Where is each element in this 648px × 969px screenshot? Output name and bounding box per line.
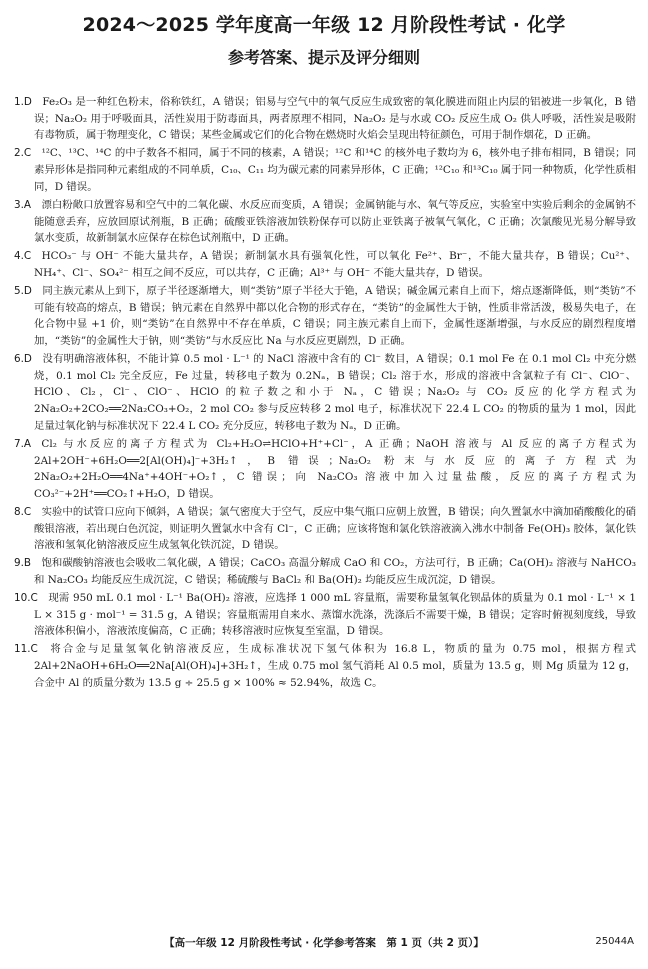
answer-list — [14, 94, 636, 693]
answer-item — [14, 436, 636, 503]
answer-explanation: 饱和碳酸钠溶液也会吸收二氧化碳，A 错误；CaCO₃ 高温分解成 CaO 和 CO₂，方法可行，B 正确；Ca(OH)₂ 溶液与 NaHCO₃ 和 Na₂CO₃ 均能反应生成沉淀，C 错误；稀硫酸与 BaCl₂ 和 Ba(OH)₂ 均能反应生成沉淀，D 错误。 — [34, 557, 636, 587]
answer-choice: D — [23, 284, 32, 297]
answer-number: 3. — [14, 198, 24, 211]
answer-number: 4. — [14, 250, 24, 263]
answer-number: 7. — [14, 437, 24, 450]
page-footer: 【高一年级 12 月阶段性考试 · 化学参考答案 第 1 页（共 2 页）】 — [164, 937, 484, 949]
answer-number: 6. — [14, 353, 24, 366]
answer-item — [14, 94, 636, 144]
answer-choice: D — [23, 96, 32, 108]
answer-explanation: 实验中的试管口应向下倾斜，A 错误；氯气密度大于空气，反应中集气瓶口应朝上放置，B 错误；向久置氯水中滴加硝酸酸化的硝酸银溶液，若出现白色沉淀，则证明久置氯水中含有 Cl⁻，C 正确；应该将饱和氯化铁溶液滴入沸水中制备 Fe(OH)₃ 胶体，氯化铁溶液和氢氧化钠溶液反应生成氢氧化铁沉淀，D 错误。 — [34, 505, 636, 552]
answer-choice: C — [23, 505, 32, 518]
answer-item — [14, 197, 636, 247]
answer-item — [14, 248, 636, 281]
answer-item — [14, 641, 636, 691]
answer-item — [14, 283, 636, 350]
answer-explanation: 现需 950 mL 0.1 mol · L⁻¹ Ba(OH)₂ 溶液，应选择 1 000 mL 容量瓶，需要称量氢氧化钡晶体的质量为 0.1 mol · L⁻¹ × 1 L × 315 g · mol⁻¹ = 31.5 g，A 错误；容量瓶需用自来水、蒸馏水洗涤，洗涤后不需要干燥，B 错误；定容时俯视刻度线，导致溶液体积偏小，溶液浓度偏高，C 正确；转移溶液时应恢复至室温，D 错误。 — [34, 592, 636, 638]
answer-explanation: 漂白粉敞口放置容易和空气中的二氧化碳、水反应而变质，A 错误；金属钠能与水、氧气等反应，实验室中实验后剩余的金属钠不能随意丢弃，应放回原试剂瓶，B 正确；硫酸亚铁溶液加铁粉保存可以防止亚铁离子被氧气氧化，C 正确；次氯酸见光易分解导致氯水变质，故新制氯水应保存在棕色试剂瓶中，D 正确。 — [34, 198, 636, 245]
answer-number: 1. — [14, 96, 24, 108]
answer-explanation: HCO₃⁻ 与 OH⁻ 不能大量共存，A 错误；新制氯水具有强氧化性，可以氧化 Fe²⁺、Br⁻，不能大量共存，B 错误；Cu²⁺、NH₄⁺、Cl⁻、SO₄²⁻ 相互之间不反应，可以共存，C 正确；Al³⁺ 与 OH⁻ 不能大量共存，D 错误。 — [34, 250, 636, 279]
answer-explanation: ¹²C、¹³C、¹⁴C 的中子数各不相同，属于不同的核素，A 错误；¹²C 和¹⁴C 的核外电子数均为 6，核外电子排布相同，B 错误；同素异形体是指同种元素组成的不同单质，C₁₀、C₁₁ 均为碳元素的同素异形体，C 正确；¹²C₁₀ 和¹³C₁₀ 属于同一种物质，化学性质相同，D 错误。 — [34, 147, 636, 193]
answer-item — [14, 351, 636, 435]
answer-item — [14, 145, 636, 195]
answer-explanation: Cl₂ 与水反应的离子方程式为 Cl₂+H₂O⇌HClO+H⁺+Cl⁻，A 正确；NaOH 溶液与 Al 反应的离子方程式为 2Al+2OH⁻+6H₂O══2[Al(OH)₄]⁻+3H₂↑，B 错误；Na₂O₂ 粉末与水反应的离子方程式为 2Na₂O₂+2H₂O══4Na⁺+4OH⁻+O₂↑，C 错误；向 Na₂CO₃ 溶液中加入过量盐酸，反应的离子方程式为 CO₃²⁻+2H⁺══CO₂↑+H₂O，D 错误。 — [34, 437, 636, 500]
answer-choice: C — [23, 250, 32, 263]
answer-explanation: Fe₂O₃ 是一种红色粉末，俗称铁红，A 错误；铝易与空气中的氧气反应生成致密的氧化膜进而阻止内层的铝被进一步氧化，B 错误；Na₂O₂ 用于呼吸面具，活性炭用于防毒面具，两者原理不相同，Na₂O₂ 是与水或 CO₂ 反应生成 O₂ 供人呼吸，活性炭是吸附有毒物质，属于物理变化，C 错误；某些金属或它们的化合物在燃烧时火焰会呈现出特征颜色，可用于制作烟花，D 正确。 — [34, 96, 636, 142]
document-subtitle: 参考答案、提示及评分细则 — [227, 48, 420, 67]
answer-explanation: 将合金与足量氢氧化钠溶液反应，生成标准状况下氢气体积为 16.8 L，物质的量为 0.75 mol，根据方程式 2Al+2NaOH+6H₂O══2Na[Al(OH)₄]+3H₂↑，生成 0.75 mol 氢气消耗 Al 0.5 mol，质量为 13.5 g，则 Mg 质量为 12 g，合金中 Al 的质量分数为 13.5 g ÷ 25.5 g × 100% ≈ 52.94%，故选 C。 — [34, 643, 636, 689]
answer-item — [14, 555, 636, 588]
answer-number: 9. — [14, 557, 24, 570]
document-title: 2024～2025 学年度高一年级 12 月阶段性考试 · 化学 — [82, 14, 566, 36]
answer-choice: A — [23, 437, 32, 450]
answer-number: 2. — [14, 147, 24, 160]
answer-choice: C — [30, 592, 38, 605]
answer-number: 8. — [14, 505, 24, 518]
answer-choice: A — [23, 198, 32, 211]
answer-number: 10. — [14, 592, 31, 605]
answer-choice: B — [23, 557, 32, 570]
answer-item — [14, 590, 636, 640]
answer-choice: C — [30, 643, 38, 656]
answer-number: 11. — [14, 643, 31, 656]
answer-explanation: 没有明确溶液体积，不能计算 0.5 mol · L⁻¹ 的 NaCl 溶液中含有的 Cl⁻ 数目，A 错误；0.1 mol Fe 在 0.1 mol Cl₂ 中充分燃烧，0.1 mol Cl₂ 完全反应，Fe 过量，转移电子数为 0.2Nₐ，B 错误；Cl₂ 溶于水，形成的溶液中含氯粒子有 Cl⁻、ClO⁻、HClO、Cl₂，Cl⁻、ClO⁻、HClO 的粒子数之和小于 Nₐ，C 错误；Na₂O₂ 与 CO₂ 反应的化学方程式为 2Na₂O₂+2CO₂══2Na₂CO₃+O₂，2 mol CO₂ 参与反应转移 2 mol 电子，标准状况下 22.4 L CO₂ 的物质的量为 1 mol，因此足量过氧化钠与标准状况下 22.4 L CO₂ 充分反应，转移电子数为 Nₐ，D 正确。 — [34, 353, 636, 432]
answer-choice: C — [23, 147, 32, 160]
answer-item — [14, 504, 636, 554]
answer-number: 5. — [14, 284, 24, 297]
paper-code: 25044A — [595, 936, 634, 947]
answer-explanation: 同主族元素从上到下，原子半径逐渐增大，则“类钫”原子半径大于铯，A 错误；碱金属元素自上而下，熔点逐渐降低，则“类钫”不可能有较高的熔点，B 错误；钠元素在自然界中都以化合物的形式存在，“类钫”的金属性大于钠，性质非常活泼，极易失电子，在化合物中显 +1 价，则“类钫”在自然界中不存在单质，C 错误；同主族元素自上而下，金属性逐渐增强，与水反应的剧烈程度增加，“类钫”的金属性大于钠，则“类钫”与水反应比 Na 与水反应更剧烈，D 正确。 — [34, 284, 636, 348]
answer-choice: D — [23, 353, 32, 366]
